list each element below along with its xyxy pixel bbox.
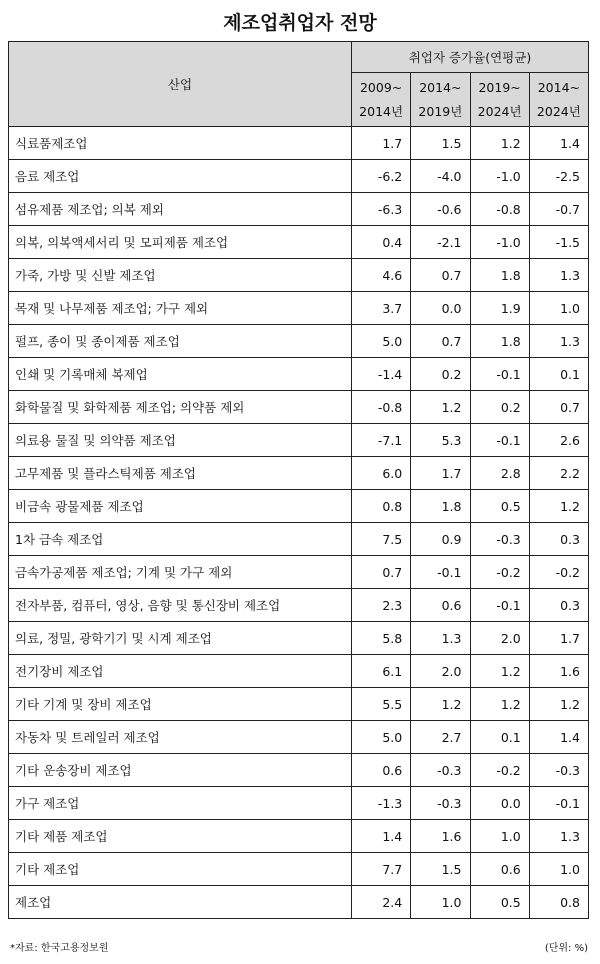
growth-rate-cell: -0.1 xyxy=(470,424,529,457)
growth-rate-cell: 1.2 xyxy=(470,655,529,688)
industry-name-cell: 전자부품, 컴퓨터, 영상, 음향 및 통신장비 제조업 xyxy=(9,589,352,622)
growth-rate-cell: -0.2 xyxy=(529,556,588,589)
industry-name-cell: 화학물질 및 화학제품 제조업; 의약품 제외 xyxy=(9,391,352,424)
growth-rate-cell: 0.0 xyxy=(470,787,529,820)
growth-rate-cell: 0.0 xyxy=(411,292,470,325)
growth-rate-cell: 1.2 xyxy=(529,490,588,523)
growth-rate-cell: 1.2 xyxy=(470,688,529,721)
growth-rate-cell: 7.5 xyxy=(352,523,411,556)
growth-rate-cell: 1.3 xyxy=(529,325,588,358)
table-row xyxy=(9,589,589,622)
growth-rate-cell: 1.8 xyxy=(470,259,529,292)
table-body xyxy=(9,127,589,919)
growth-rate-cell: 1.3 xyxy=(529,259,588,292)
growth-rate-cell: 2.7 xyxy=(411,721,470,754)
growth-rate-cell: 1.2 xyxy=(470,127,529,160)
growth-rate-cell: 0.3 xyxy=(529,523,588,556)
growth-rate-cell: 1.7 xyxy=(411,457,470,490)
table-row xyxy=(9,424,589,457)
industry-name-cell: 기타 운송장비 제조업 xyxy=(9,754,352,787)
growth-rate-cell: -1.3 xyxy=(352,787,411,820)
table-row xyxy=(9,490,589,523)
table-row xyxy=(9,688,589,721)
growth-rate-cell: -0.3 xyxy=(529,754,588,787)
table-row xyxy=(9,853,589,886)
growth-rate-cell: 2.0 xyxy=(470,622,529,655)
table-row xyxy=(9,358,589,391)
industry-name-cell: 기타 기계 및 장비 제조업 xyxy=(9,688,352,721)
growth-rate-cell: -0.1 xyxy=(411,556,470,589)
table-row xyxy=(9,622,589,655)
growth-rate-cell: -0.1 xyxy=(470,358,529,391)
growth-rate-cell: -1.0 xyxy=(470,160,529,193)
growth-rate-cell: 1.2 xyxy=(529,688,588,721)
table-title: 제조업취업자 전망 xyxy=(223,12,377,34)
growth-rate-cell: 1.0 xyxy=(470,820,529,853)
growth-rate-cell: -7.1 xyxy=(352,424,411,457)
industry-name-cell: 1차 금속 제조업 xyxy=(9,523,352,556)
growth-rate-cell: 0.6 xyxy=(352,754,411,787)
growth-rate-cell: 1.5 xyxy=(411,127,470,160)
growth-rate-cell: 1.0 xyxy=(529,853,588,886)
industry-name-cell: 음료 제조업 xyxy=(9,160,352,193)
industry-name-cell: 의료용 물질 및 의약품 제조업 xyxy=(9,424,352,457)
growth-rate-cell: 0.9 xyxy=(411,523,470,556)
growth-rate-cell: 1.7 xyxy=(352,127,411,160)
growth-rate-cell: 2.3 xyxy=(352,589,411,622)
growth-rate-cell: 1.5 xyxy=(411,853,470,886)
growth-rate-cell: 1.2 xyxy=(411,688,470,721)
growth-rate-cell: 5.0 xyxy=(352,721,411,754)
growth-rate-cell: -6.2 xyxy=(352,160,411,193)
industry-name-cell: 금속가공제품 제조업; 기계 및 가구 제외 xyxy=(9,556,352,589)
growth-rate-cell: 1.8 xyxy=(470,325,529,358)
growth-rate-cell: 0.8 xyxy=(352,490,411,523)
growth-rate-cell: -4.0 xyxy=(411,160,470,193)
growth-rate-cell: 1.3 xyxy=(529,820,588,853)
employment-outlook-table xyxy=(8,41,589,919)
growth-rate-cell: -0.8 xyxy=(352,391,411,424)
growth-rate-cell: 0.3 xyxy=(529,589,588,622)
growth-rate-cell: 1.8 xyxy=(411,490,470,523)
growth-rate-cell: 5.3 xyxy=(411,424,470,457)
industry-name-cell: 기타 제품 제조업 xyxy=(9,820,352,853)
table-row xyxy=(9,655,589,688)
table-row xyxy=(9,292,589,325)
industry-name-cell: 제조업 xyxy=(9,886,352,919)
growth-rate-cell: 1.4 xyxy=(529,721,588,754)
growth-rate-cell: -0.2 xyxy=(470,556,529,589)
table-row xyxy=(9,193,589,226)
growth-rate-cell: -0.8 xyxy=(470,193,529,226)
table-row xyxy=(9,721,589,754)
table-row xyxy=(9,160,589,193)
growth-rate-cell: -1.4 xyxy=(352,358,411,391)
industry-name-cell: 고무제품 및 플라스틱제품 제조업 xyxy=(9,457,352,490)
growth-rate-cell: -0.6 xyxy=(411,193,470,226)
industry-name-cell: 자동차 및 트레일러 제조업 xyxy=(9,721,352,754)
table-row xyxy=(9,523,589,556)
table-row xyxy=(9,556,589,589)
growth-rate-cell: 2.2 xyxy=(529,457,588,490)
growth-rate-cell: -0.3 xyxy=(411,787,470,820)
growth-rate-group-header: 취업자 증가율(연평균) xyxy=(352,42,589,73)
table-row xyxy=(9,886,589,919)
growth-rate-cell: -0.2 xyxy=(470,754,529,787)
growth-rate-cell: 2.8 xyxy=(470,457,529,490)
table-row xyxy=(9,754,589,787)
growth-rate-cell: 2.0 xyxy=(411,655,470,688)
table-row xyxy=(9,127,589,160)
growth-rate-cell: 0.8 xyxy=(529,886,588,919)
table-row xyxy=(9,325,589,358)
industry-column-header: 산업 xyxy=(9,42,352,127)
table-row xyxy=(9,787,589,820)
growth-rate-cell: 4.6 xyxy=(352,259,411,292)
growth-rate-cell: 0.6 xyxy=(411,589,470,622)
growth-rate-cell: 5.5 xyxy=(352,688,411,721)
table-row xyxy=(9,226,589,259)
industry-name-cell: 가구 제조업 xyxy=(9,787,352,820)
growth-rate-cell: 1.0 xyxy=(411,886,470,919)
growth-rate-cell: -0.3 xyxy=(411,754,470,787)
table-row xyxy=(9,820,589,853)
table-row xyxy=(9,457,589,490)
growth-rate-cell: 5.0 xyxy=(352,325,411,358)
growth-rate-cell: 0.5 xyxy=(470,490,529,523)
industry-name-cell: 식료품제조업 xyxy=(9,127,352,160)
growth-rate-cell: -1.5 xyxy=(529,226,588,259)
growth-rate-cell: 1.4 xyxy=(352,820,411,853)
industry-name-cell: 의복, 의복액세서리 및 모피제품 제조업 xyxy=(9,226,352,259)
table-row xyxy=(9,259,589,292)
growth-rate-cell: 0.7 xyxy=(529,391,588,424)
industry-name-cell: 가죽, 가방 및 신발 제조업 xyxy=(9,259,352,292)
growth-rate-cell: -1.0 xyxy=(470,226,529,259)
period-header: 2009~ 2014년 xyxy=(352,73,411,127)
growth-rate-cell: -0.1 xyxy=(470,589,529,622)
growth-rate-cell: 0.2 xyxy=(470,391,529,424)
industry-name-cell: 의료, 정밀, 광학기기 및 시계 제조업 xyxy=(9,622,352,655)
growth-rate-cell: 1.6 xyxy=(529,655,588,688)
growth-rate-cell: 2.6 xyxy=(529,424,588,457)
industry-name-cell: 기타 제조업 xyxy=(9,853,352,886)
growth-rate-cell: 0.5 xyxy=(470,886,529,919)
industry-name-cell: 인쇄 및 기록매체 복제업 xyxy=(9,358,352,391)
growth-rate-cell: -0.1 xyxy=(529,787,588,820)
industry-name-cell: 목재 및 나무제품 제조업; 가구 제외 xyxy=(9,292,352,325)
growth-rate-cell: 0.4 xyxy=(352,226,411,259)
growth-rate-cell: 1.3 xyxy=(411,622,470,655)
growth-rate-cell: 0.6 xyxy=(470,853,529,886)
growth-rate-cell: 6.1 xyxy=(352,655,411,688)
industry-name-cell: 섬유제품 제조업; 의복 제외 xyxy=(9,193,352,226)
growth-rate-cell: -0.3 xyxy=(470,523,529,556)
growth-rate-cell: 0.1 xyxy=(529,358,588,391)
period-header: 2014~ 2019년 xyxy=(411,73,470,127)
industry-name-cell: 비금속 광물제품 제조업 xyxy=(9,490,352,523)
growth-rate-cell: -2.1 xyxy=(411,226,470,259)
unit-note: (단위: %) xyxy=(544,943,588,954)
growth-rate-cell: 1.0 xyxy=(529,292,588,325)
growth-rate-cell: -2.5 xyxy=(529,160,588,193)
growth-rate-cell: 1.9 xyxy=(470,292,529,325)
table-row xyxy=(9,391,589,424)
growth-rate-cell: 7.7 xyxy=(352,853,411,886)
growth-rate-cell: -0.7 xyxy=(529,193,588,226)
growth-rate-cell: 1.6 xyxy=(411,820,470,853)
growth-rate-cell: 2.4 xyxy=(352,886,411,919)
growth-rate-cell: 1.2 xyxy=(411,391,470,424)
growth-rate-cell: 3.7 xyxy=(352,292,411,325)
growth-rate-cell: 1.7 xyxy=(529,622,588,655)
growth-rate-cell: 0.7 xyxy=(411,325,470,358)
growth-rate-cell: 1.4 xyxy=(529,127,588,160)
period-header: 2014~ 2024년 xyxy=(529,73,588,127)
growth-rate-cell: 0.7 xyxy=(411,259,470,292)
period-header: 2019~ 2024년 xyxy=(470,73,529,127)
industry-name-cell: 전기장비 제조업 xyxy=(9,655,352,688)
growth-rate-cell: 5.8 xyxy=(352,622,411,655)
industry-name-cell: 펄프, 종이 및 종이제품 제조업 xyxy=(9,325,352,358)
growth-rate-cell: -6.3 xyxy=(352,193,411,226)
growth-rate-cell: 6.0 xyxy=(352,457,411,490)
growth-rate-cell: 0.7 xyxy=(352,556,411,589)
growth-rate-cell: 0.1 xyxy=(470,721,529,754)
growth-rate-cell: 0.2 xyxy=(411,358,470,391)
source-note: *자료: 한국고용정보원 xyxy=(10,943,109,954)
